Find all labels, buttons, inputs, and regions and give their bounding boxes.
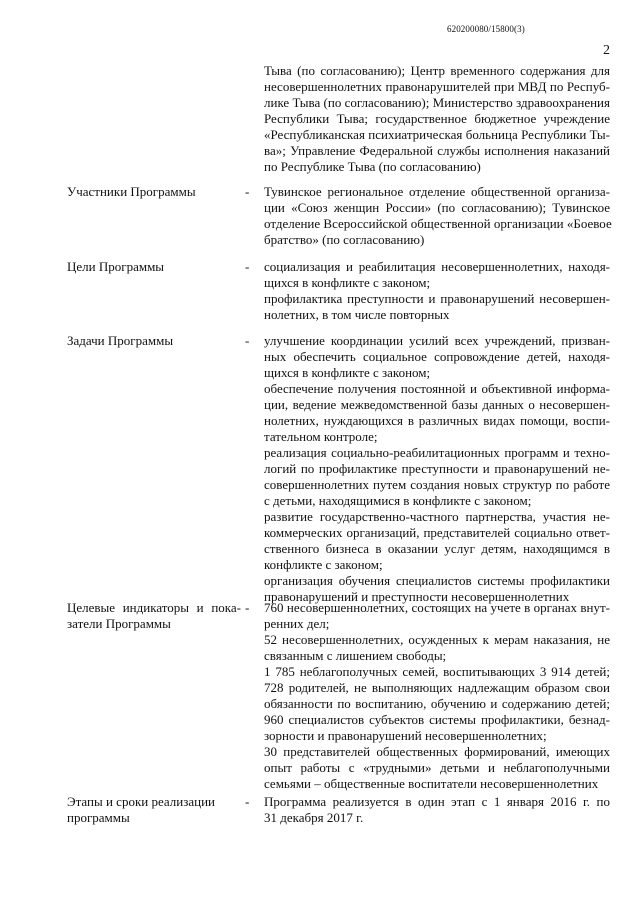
text-line: реализация социально-реабилитационных программ и техно- bbox=[264, 445, 610, 460]
text-line: опыт работы с «трудными» детьми и неблагополучными bbox=[264, 760, 610, 775]
section-content bbox=[264, 600, 610, 792]
text-line: щихся в конфликте с законом; bbox=[264, 275, 431, 290]
text-line: правонарушений и преступности несовершеннолетних bbox=[264, 589, 570, 604]
section-dash: - bbox=[245, 794, 250, 809]
text-line: 30 представителей общественных формирований, имеющих bbox=[264, 744, 610, 759]
text-line: «Республиканская психиатрическая больница Республики Ты- bbox=[264, 127, 610, 142]
text-line: развитие государственно-частного партнерства, участия не- bbox=[264, 509, 610, 524]
section-content bbox=[264, 259, 610, 323]
text-line: 31 декабря 2017 г. bbox=[264, 810, 364, 825]
text-line: Тувинское региональное отделение общественной организа- bbox=[264, 184, 610, 199]
text-line: тательном контроле; bbox=[264, 429, 378, 444]
text-line: 728 родителей, не выполняющих надлежащим образом свои bbox=[264, 680, 610, 695]
text-line: 1 785 неблагополучных семей, воспитывающих 3 914 детей; bbox=[264, 664, 610, 679]
text-line: ственного бизнеса в оказании услуг детям, находящимся в bbox=[264, 541, 610, 556]
section-content bbox=[264, 333, 610, 605]
label-line: программы bbox=[67, 810, 130, 825]
text-line: Тыва (по согласованию); Центр временного содержания для bbox=[264, 63, 610, 78]
text-line: несовершеннолетних правонарушителей при МВД по Респуб- bbox=[264, 79, 610, 94]
text-line: ции, ведение межведомственной базы данных о несовершен- bbox=[264, 397, 610, 412]
section-dash: - bbox=[245, 600, 250, 615]
text-line: коммерческих организаций, представителей социально ответ- bbox=[264, 525, 610, 540]
section-label bbox=[67, 794, 241, 826]
section-label: Задачи Программы bbox=[67, 333, 174, 348]
text-line: совершеннолетних путем создания новых структур по работе bbox=[264, 477, 610, 492]
label-line: Этапы и сроки реализации bbox=[67, 794, 215, 809]
text-line: братство» (по согласованию) bbox=[264, 232, 425, 247]
text-line: Программа реализуется в один этап с 1 января 2016 г. по bbox=[264, 794, 610, 809]
text-line: семьями – общественные воспитатели несовершеннолетних bbox=[264, 776, 599, 791]
text-line: социализация и реабилитация несовершеннолетних, находя- bbox=[264, 259, 610, 274]
text-line: лике Тыва (по согласованию); Министерство здравоохранения bbox=[264, 95, 610, 110]
text-line: организация обучения специалистов системы профилактики bbox=[264, 573, 610, 588]
section-dash: - bbox=[245, 184, 250, 199]
section-label bbox=[67, 600, 241, 632]
text-line: 960 специалистов субъектов системы профилактики, безнад- bbox=[264, 712, 610, 727]
text-line: нолетних, нуждающихся в различных видах помощи, воспи- bbox=[264, 413, 610, 428]
text-line: связанным с лишением свободы; bbox=[264, 648, 447, 663]
label-line: затели Программы bbox=[67, 616, 171, 631]
page-number: 2 bbox=[603, 43, 610, 58]
text-line: отделение Всероссийской общественной организации «Боевое bbox=[264, 216, 612, 231]
section-dash: - bbox=[245, 333, 250, 348]
section-dash: - bbox=[245, 259, 250, 274]
text-line: ва»; Управление Федеральной службы исполнения наказаний bbox=[264, 143, 610, 158]
text-line: улучшение координации усилий всех учреждений, призван- bbox=[264, 333, 610, 348]
text-line: обязанности по воспитанию, обучению и содержанию детей; bbox=[264, 696, 610, 711]
text-line: ренних дел; bbox=[264, 616, 330, 631]
section-content bbox=[264, 184, 610, 248]
text-line: щихся в конфликте с законом; bbox=[264, 365, 431, 380]
text-line: нолетних, в том числе повторных bbox=[264, 307, 450, 322]
text-line: ных обеспечить социальное сопровождение детей, находя- bbox=[264, 349, 610, 364]
text-line: зорности и правонарушений несовершеннолетних; bbox=[264, 728, 547, 743]
label-line: Целевые индикаторы и пока- bbox=[67, 600, 241, 615]
text-line: логий по профилактике преступности и правонарушений не- bbox=[264, 461, 610, 476]
text-line: ции «Союз женщин России» (по согласованию); Тувинское bbox=[264, 200, 610, 215]
doc-code: 620200080/15800(3) bbox=[447, 24, 525, 34]
text-line: 52 несовершеннолетних, осужденных к мерам наказания, не bbox=[264, 632, 610, 647]
section-content bbox=[264, 794, 610, 826]
text-line: Республики Тыва; государственное бюджетное учреждение bbox=[264, 111, 610, 126]
text-line: конфликте с законом; bbox=[264, 557, 383, 572]
text-line: обеспечение получения постоянной и объективной информа- bbox=[264, 381, 610, 396]
section-label: Цели Программы bbox=[67, 259, 165, 274]
section-label: Участники Программы bbox=[67, 184, 196, 199]
continuation-block bbox=[264, 63, 610, 175]
text-line: профилактика преступности и правонарушений несовершен- bbox=[264, 291, 610, 306]
text-line: с детьми, находящимися в конфликте с законом; bbox=[264, 493, 532, 508]
text-line: по Республике Тыва (по согласованию) bbox=[264, 159, 481, 174]
text-line: 760 несовершеннолетних, состоящих на учете в органах внут- bbox=[264, 600, 610, 615]
